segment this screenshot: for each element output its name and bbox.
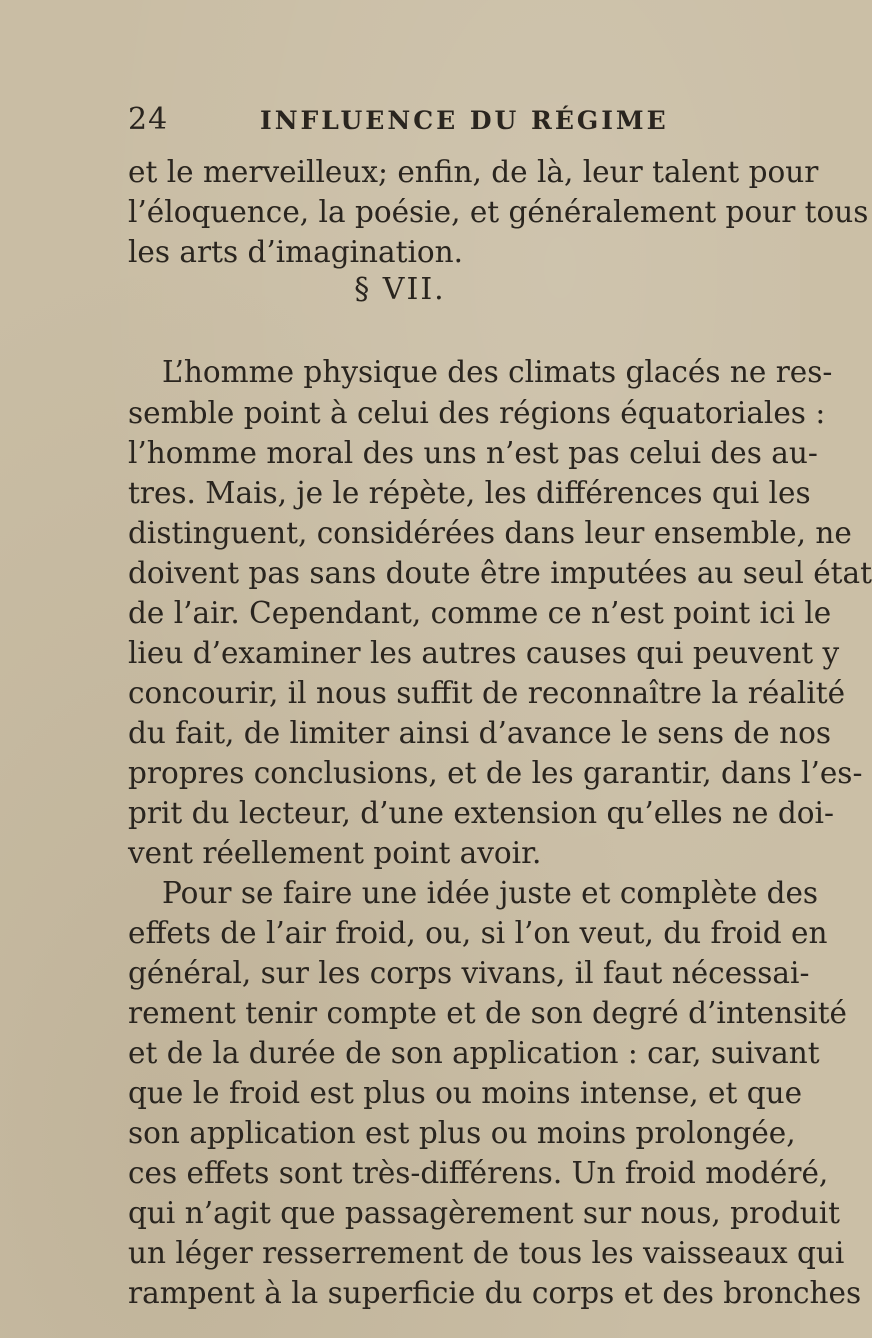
text-line: l’homme moral des uns n’est pas celui des au- — [128, 436, 818, 470]
page-number: 24 — [128, 102, 169, 137]
text-line: vent réellement point avoir. — [128, 836, 542, 870]
running-head: INFLUENCE DU RÉGIME — [260, 106, 669, 135]
page-header — [0, 102, 800, 142]
text-line: distinguent, considérées dans leur ensemble, ne — [128, 516, 852, 550]
text-line: qui n’agit que passagèrement sur nous, produit — [128, 1196, 841, 1230]
text-line: effets de l’air froid, ou, si l’on veut, du froid en — [128, 916, 828, 950]
text-line: que le froid est plus ou moins intense, et que — [128, 1076, 803, 1110]
text-line: rampent à la superficie du corps et des bronches — [128, 1276, 862, 1310]
text-line: rement tenir compte et de son degré d’intensité — [128, 996, 848, 1030]
text-line: propres conclusions, et de les garantir, dans l’es- — [128, 756, 863, 790]
text-line: de l’air. Cependant, comme ce n’est point ici le — [128, 596, 832, 630]
section-heading: § VII. — [354, 272, 446, 307]
text-line: prit du lecteur, d’une extension qu’elles ne doi- — [128, 796, 834, 830]
text-line: Pour se faire une idée juste et complète des — [162, 876, 819, 910]
text-line: L’homme physique des climats glacés ne res- — [162, 355, 833, 389]
text-line: tres. Mais, je le répète, les différences qui les — [128, 476, 811, 510]
text-line: ces effets sont très-différens. Un froid modéré, — [128, 1156, 829, 1190]
text-line: lieu d’examiner les autres causes qui peuvent y — [128, 636, 840, 670]
text-line: et de la durée de son application : car, suivant — [128, 1036, 820, 1070]
text-line: semble point à celui des régions équatoriales : — [128, 396, 826, 430]
text-line: du fait, de limiter ainsi d’avance le sens de nos — [128, 716, 832, 750]
text-line: concourir, il nous suffit de reconnaître la réalité — [128, 676, 846, 710]
text-line: un léger resserrement de tous les vaisseaux qui — [128, 1236, 845, 1270]
text-line: général, sur les corps vivans, il faut nécessai- — [128, 956, 810, 990]
text-line: l’éloquence, la poésie, et généralement pour tous — [128, 195, 869, 229]
text-line: les arts d’imagination. — [128, 235, 464, 269]
text-line: doivent pas sans doute être imputées au seul état — [128, 556, 872, 590]
text-line: son application est plus ou moins prolongée, — [128, 1116, 796, 1150]
text-line: et le merveilleux; enfin, de là, leur talent pour — [128, 155, 819, 189]
